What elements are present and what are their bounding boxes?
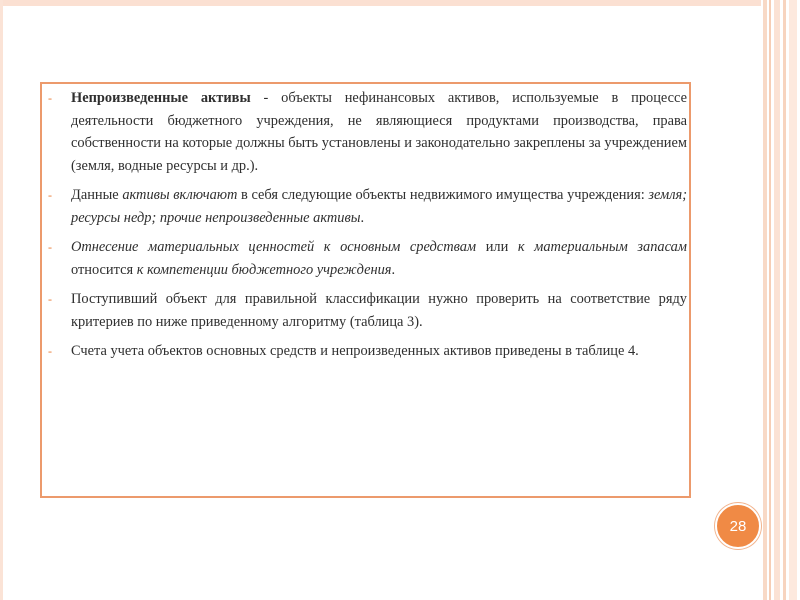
- bullet-marker: -: [48, 91, 52, 105]
- item-italic-text: земля; ресурсы недр; прочие непроизведенные активы: [71, 187, 687, 226]
- right-decor-bar: [783, 0, 786, 600]
- right-decor-bar: [789, 0, 797, 600]
- item-text: Поступивший объект для правильной классификации нужно проверить на соответствие ряду критериев по ниже приведенному алгоритму (таблица 3).: [71, 291, 687, 330]
- definition-text: объекты нефинансовых активов, используемые в процессе деятельности бюджетного учреждения, не являющиеся продуктами производства, права собственности на которые должны быть установлены и законодательно закреплены за учреждением (земля, водные ресурсы и др.).: [71, 90, 687, 174]
- item-text: относится: [71, 261, 137, 278]
- item-text: Счета учета объектов основных средств и непроизведенных активов приведены в таблице 4.: [71, 343, 639, 359]
- right-decor-bar: [774, 0, 780, 600]
- item-italic-text: к компетенции бюджетного учреждения: [136, 261, 392, 278]
- bullet-marker: -: [48, 344, 52, 358]
- item-text: или: [476, 239, 518, 255]
- bullet-marker: -: [48, 292, 52, 306]
- item-italic-text: Отнесение материальных ценностей к основным средствам: [71, 239, 477, 255]
- list-item: [42, 184, 687, 229]
- term-text: Непроизведенные активы: [71, 90, 251, 106]
- right-decor-bar: [763, 0, 767, 600]
- bullet-list: [42, 87, 687, 370]
- list-item: [42, 236, 687, 281]
- separator-text: -: [250, 90, 282, 106]
- list-item: [42, 340, 687, 363]
- item-italic-text: активы включают: [122, 187, 238, 203]
- content-box: [40, 82, 691, 498]
- item-text: .: [391, 261, 396, 278]
- list-item: [42, 288, 687, 333]
- left-decor-edge: [0, 0, 3, 600]
- page-number: 28: [729, 517, 747, 535]
- bullet-marker: -: [48, 240, 52, 254]
- page-number-badge: [715, 503, 761, 549]
- list-item: [42, 87, 687, 177]
- item-text: Данные: [71, 187, 123, 203]
- item-text: в себя следующие объекты недвижимого имущества учреждения:: [237, 187, 649, 203]
- bullet-marker: -: [48, 188, 52, 202]
- item-italic-text: к материальным запасам: [517, 239, 687, 255]
- right-decor-bar: [769, 0, 771, 600]
- item-text: .: [360, 209, 365, 226]
- top-decor-stripe: [0, 0, 800, 6]
